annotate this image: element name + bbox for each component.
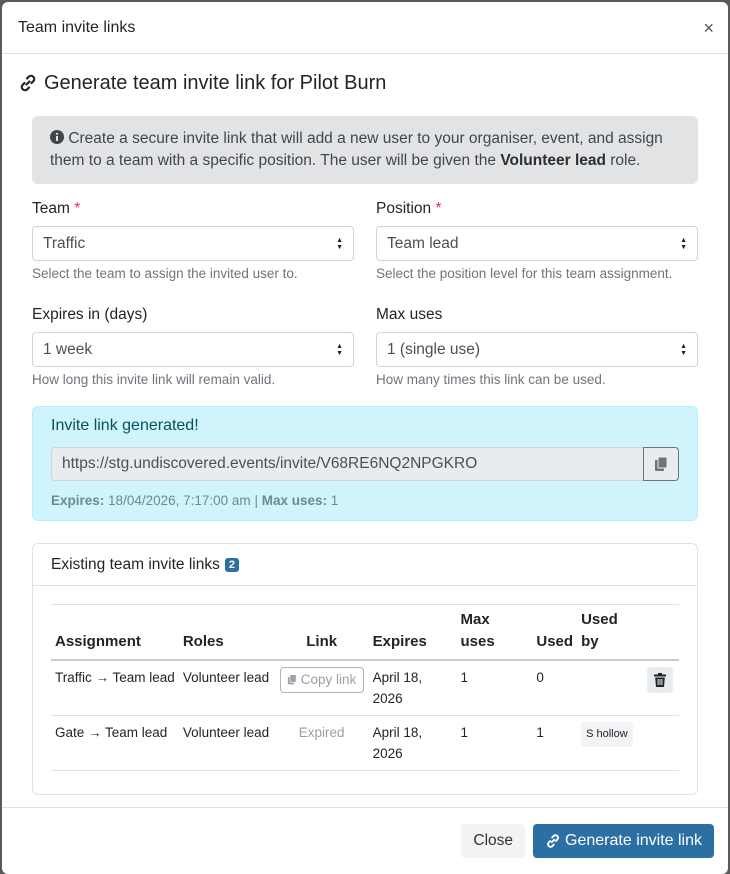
col-link: Link <box>275 605 369 661</box>
modal-title: Team invite links <box>18 18 136 36</box>
cell-used: 1 <box>532 716 577 771</box>
expires-select-value: 1 week <box>43 340 93 358</box>
max-uses-meta-label: Max uses: <box>261 493 327 508</box>
max-uses-label: Max uses <box>376 306 443 323</box>
col-expires: Expires <box>369 605 457 661</box>
invite-links-modal <box>2 2 728 874</box>
col-assignment: Assignment <box>51 605 179 661</box>
cell-link-expired: Expired <box>275 716 369 771</box>
delete-button[interactable] <box>647 667 673 693</box>
generate-label: Generate invite link <box>565 832 702 849</box>
table-row <box>51 660 679 716</box>
max-uses-select-value: 1 (single use) <box>387 340 481 358</box>
link-icon <box>18 73 38 93</box>
modal-header <box>2 2 728 54</box>
meta-separator: | <box>254 493 258 508</box>
generated-title: Invite link generated! <box>51 417 199 434</box>
cell-used-by <box>577 716 643 771</box>
col-used: Used <box>532 605 577 661</box>
info-text-after: role. <box>605 152 641 169</box>
cell-used-by <box>577 660 643 716</box>
position-label: Position <box>376 200 432 217</box>
expires-field <box>32 304 354 390</box>
required-marker: * <box>74 200 81 217</box>
expires-meta-value: 18/04/2026, 7:17:00 am <box>108 493 251 508</box>
cell-assignment: Traffic → Team lead <box>51 660 179 716</box>
copy-link-button[interactable] <box>280 667 364 693</box>
team-help: Select the team to assign the invited user to. <box>32 266 298 281</box>
user-badge: S hollow <box>581 722 633 747</box>
sort-caret-icon: ▲ ▼ <box>680 342 687 357</box>
info-icon <box>50 130 64 144</box>
cell-max-uses: 1 <box>457 660 533 716</box>
invite-links-table <box>51 604 679 771</box>
info-text-before: Create a secure invite link that will add a new user to your organiser, event, and assign them to a team with a specific position. The user will be given the <box>50 130 663 169</box>
generate-invite-link-button[interactable] <box>533 824 714 858</box>
position-field <box>376 198 698 284</box>
cell-used: 0 <box>532 660 577 716</box>
cell-assignment: Gate → Team lead <box>51 716 179 771</box>
col-max-uses-text: Max uses <box>460 611 495 650</box>
sort-caret-icon: ▲ ▼ <box>680 236 687 251</box>
max-uses-field <box>376 304 698 390</box>
col-actions <box>643 605 679 661</box>
position-select[interactable] <box>376 226 698 261</box>
expires-select[interactable] <box>32 332 354 367</box>
team-select[interactable] <box>32 226 354 261</box>
max-uses-select[interactable] <box>376 332 698 367</box>
team-label: Team <box>32 200 70 217</box>
col-used-by <box>577 605 643 661</box>
copy-icon <box>654 456 668 472</box>
col-max-uses <box>457 605 533 661</box>
page-title-text: Generate team invite link for Pilot Burn <box>44 71 387 94</box>
count-badge: 2 <box>225 558 239 572</box>
max-uses-meta-value: 1 <box>330 493 339 508</box>
expires-meta-label: Expires: <box>51 493 105 508</box>
position-select-value: Team lead <box>387 234 459 252</box>
cell-actions <box>643 660 679 716</box>
required-marker: * <box>435 200 442 217</box>
page-title <box>18 68 698 98</box>
close-button[interactable]: Close <box>461 824 525 858</box>
existing-links-title: Existing team invite links <box>51 555 220 573</box>
cell-max-uses: 1 <box>457 716 533 771</box>
modal-footer <box>2 807 728 874</box>
existing-links-header <box>33 544 697 586</box>
invite-url-field[interactable]: https://stg.undiscovered.events/invite/V68RE6NQ2NPGKRO <box>51 447 643 481</box>
position-help: Select the position level for this team assignment. <box>376 266 673 281</box>
team-select-value: Traffic <box>43 234 86 252</box>
cell-link <box>275 660 369 716</box>
copy-url-button[interactable] <box>643 447 679 481</box>
col-used-by-text: Used by <box>581 611 618 650</box>
generated-link-alert <box>32 406 698 521</box>
table-row <box>51 716 679 771</box>
copy-icon <box>287 674 297 685</box>
info-alert <box>32 116 698 184</box>
trash-icon <box>654 673 666 687</box>
col-roles: Roles <box>179 605 275 661</box>
sort-caret-icon: ▲ ▼ <box>336 236 343 251</box>
cell-roles: Volunteer lead <box>179 660 275 716</box>
expires-label: Expires in (days) <box>32 306 148 323</box>
cell-actions <box>643 716 679 771</box>
expires-help: How long this invite link will remain valid. <box>32 372 276 387</box>
team-field <box>32 198 354 284</box>
copy-link-label: Copy link <box>300 672 357 687</box>
sort-caret-icon: ▲ ▼ <box>336 342 343 357</box>
cell-roles: Volunteer lead <box>179 716 275 771</box>
cell-expires: April 18, 2026 <box>369 660 457 716</box>
generated-meta <box>51 493 679 508</box>
existing-links-card <box>32 543 698 795</box>
max-uses-help: How many times this link can be used. <box>376 372 606 387</box>
link-icon <box>545 833 561 849</box>
cell-expires: April 18, 2026 <box>369 716 457 771</box>
close-icon[interactable]: × <box>703 18 714 38</box>
info-role: Volunteer lead <box>500 152 606 169</box>
